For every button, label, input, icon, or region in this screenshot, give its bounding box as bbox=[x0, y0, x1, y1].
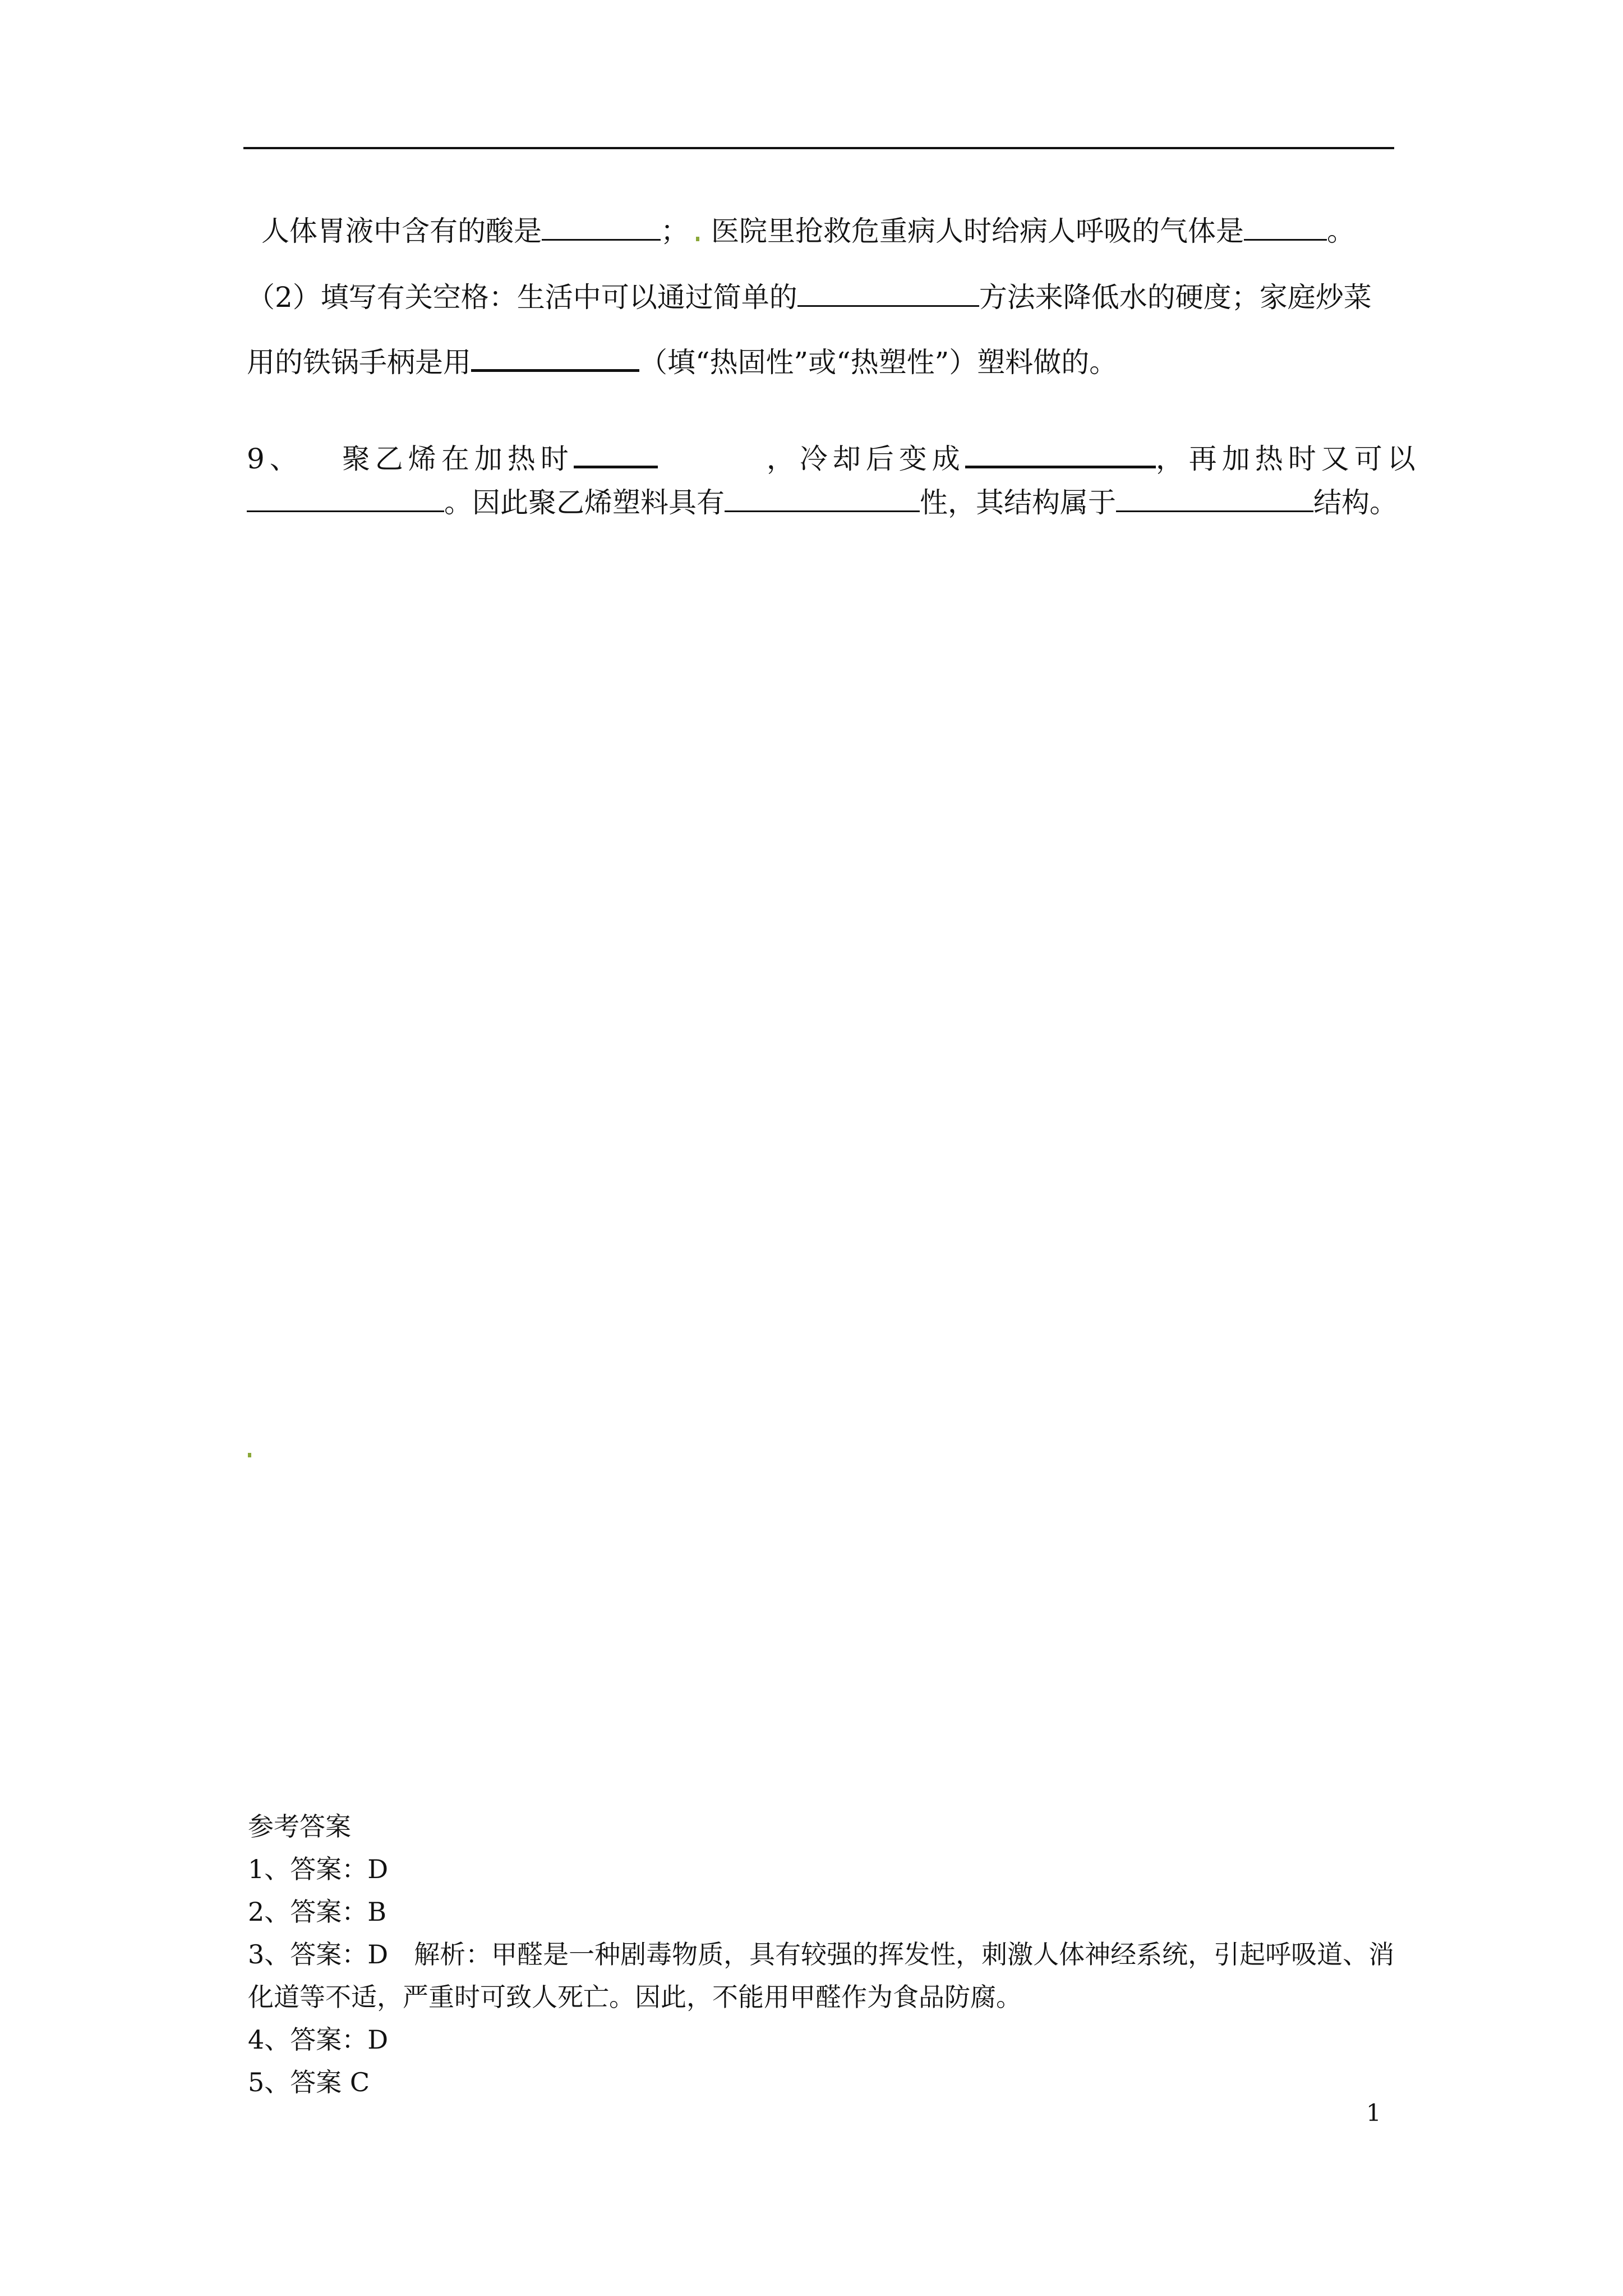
answer-item: 1、答案：D bbox=[248, 1854, 389, 1884]
answer-item: 2、答案：B bbox=[248, 1897, 387, 1927]
q8-blank-acid[interactable] bbox=[542, 214, 661, 241]
q9-blank-reheat[interactable] bbox=[247, 486, 444, 512]
q8-blank-gas[interactable] bbox=[1244, 214, 1327, 241]
q8-part2-blank-plastic[interactable] bbox=[471, 344, 639, 372]
header-rule bbox=[243, 147, 1394, 149]
q8-part2-text-b: 方法来降低水的硬度；家庭炒菜 bbox=[979, 281, 1372, 314]
q8-text-d: 。 bbox=[1327, 215, 1355, 247]
q9-text-c: ，再加热时又可以 bbox=[1155, 443, 1421, 475]
q9-number: 9、 bbox=[247, 443, 303, 475]
q9-line-1 bbox=[247, 441, 1421, 476]
q9-blank-structure[interactable] bbox=[1116, 486, 1313, 512]
answer-item: 5、答案 C bbox=[248, 2067, 370, 2097]
q9-text-b: ，冷却后变成 bbox=[766, 443, 965, 475]
q9-text-d: 。因此聚乙烯塑料具有 bbox=[444, 486, 725, 519]
answer-heading: 参考答案 bbox=[248, 1811, 351, 1842]
q9-blank-cooling[interactable] bbox=[965, 441, 1156, 468]
page-number: 1 bbox=[1366, 2099, 1381, 2127]
answer-item: 3、答案：D 解析：甲醛是一种剧毒物质，具有较强的挥发性，刺激人体神经系统，引起呼吸道、消化道等不适，严重时可致人死亡。因此，不能用甲醛作为食品防腐。 bbox=[248, 1939, 1395, 2012]
q9-blank-heating[interactable] bbox=[574, 441, 658, 468]
q8-line-1 bbox=[261, 214, 1355, 248]
q8-part2-line-2 bbox=[247, 344, 1117, 379]
q9-line-2 bbox=[247, 486, 1398, 519]
q8-part2-line-1 bbox=[247, 280, 1372, 314]
stray-dot bbox=[696, 237, 699, 241]
q8-text-c: 医院里抢救危重病人时给病人呼吸的气体是 bbox=[711, 215, 1244, 247]
q9-text-f: 结构。 bbox=[1313, 486, 1398, 519]
q8-part2-text-c: 用的铁锅手柄是用 bbox=[247, 346, 471, 379]
q8-part2-text-d: （填“热固性”或“热塑性”）塑料做的。 bbox=[639, 346, 1118, 379]
q8-part2-blank-method[interactable] bbox=[797, 280, 979, 307]
q9-text-e: 性，其结构属于 bbox=[920, 486, 1116, 519]
q8-text-b: ； bbox=[661, 215, 689, 247]
q8-text-a: 人体胃液中含有的酸是 bbox=[261, 215, 542, 247]
stray-dot-2 bbox=[248, 1453, 251, 1457]
q9-text-a: 聚乙烯在加热时 bbox=[342, 443, 574, 475]
answer-item: 4、答案：D bbox=[248, 2024, 389, 2055]
q8-part2-text-a: （2）填写有关空格：生活中可以通过简单的 bbox=[247, 281, 797, 314]
q9-blank-property[interactable] bbox=[725, 486, 920, 512]
answer-section bbox=[248, 1805, 1403, 2104]
